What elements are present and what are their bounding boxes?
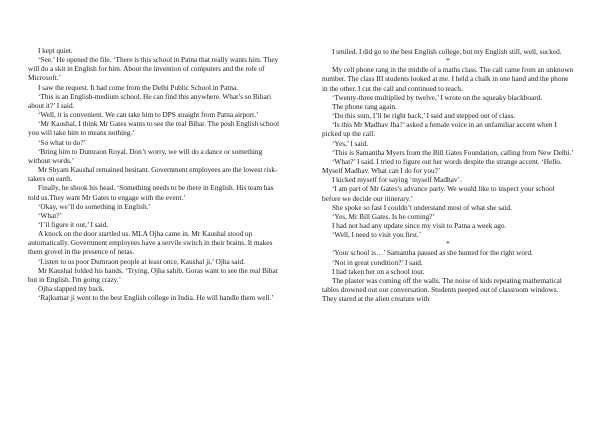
- paragraph: ‘Yes, Mr Bill Gates. Is he coming?’: [332, 211, 435, 221]
- paragraph: Finally, he shook his head. ‘Something needs to be there in English. His team has told us.They want Mr Gates to engage with the event.’: [28, 183, 274, 202]
- paragraph: ‘Okay, we’ll do something in English.’: [38, 201, 151, 211]
- paragraph: I kept quiet.: [38, 46, 73, 55]
- paragraph: ‘This is an English-medium school. He can find this anywhere. What’s so Bihari about it?’ I said.: [28, 91, 272, 110]
- paragraph: ‘Not in great condition?’ I said.: [332, 257, 423, 267]
- right-page: [322, 47, 574, 424]
- paragraph: ‘See.’ He opened the file. ‘There is this school in Patna that really wants him. They will do a skit in English for him. About the invention of computers and the role of Microsoft.’: [28, 55, 279, 83]
- paragraph: ‘This is Samantha Myers from the Bill Gates Foundation, calling from New Delhi.’: [332, 147, 574, 157]
- paragraph: ‘What?’: [38, 210, 62, 220]
- paragraph: The phone rang again.: [332, 101, 397, 111]
- paragraph: ‘Do this sum, I’ll be right back,’ I said and stepped out of class.: [332, 111, 516, 121]
- paragraph: ‘I’ll figure it out,’ I said.: [38, 219, 109, 229]
- paragraph: Mr Kaushal folded his hands. ‘Trying, Ojha sahib. Goras want to see the real Bihar but in English. I'm going crazy.’: [28, 265, 279, 284]
- paragraph: ‘I am part of Mr Gates’s advance party. We would like to inspect your school before we decide our itinerary.’: [322, 184, 555, 203]
- scene-break: *: [446, 239, 450, 249]
- paragraph: She spoke so fast I couldn’t understand most of what she said.: [332, 202, 512, 212]
- paragraph: ‘Well, it is convenient. We can take him to DPS straight from Patna airport.’: [38, 110, 259, 120]
- paragraph: ‘Listen to us poor Dumraon people at least once, Kaushal ji,’ Ojha said.: [38, 256, 245, 266]
- paragraph: The plaster was coming off the walls. The noise of kids repeating mathematical tables drowned out our conversation. Students peeped out of classroom windows. They stared at the alien creature with: [322, 275, 562, 304]
- paragraph: ‘Mr Kaushal, I think Mr Gates wants to see the real Bihar. The posh English school you will take him to means nothing.’: [28, 119, 280, 138]
- paragraph: ‘So what to do?’: [38, 137, 86, 147]
- paragraph: Ojha slapped my back.: [38, 284, 105, 294]
- paragraph: ‘Yes,’ I said.: [332, 138, 369, 148]
- paragraph: ‘Is this Mr Madhav Jha?’ asked a female voice in an unfamiliar accent when I picked up the call.: [322, 120, 557, 139]
- paragraph: ‘What?’ I said. I tried to figure out her words despite the strange accent. ‘Hello. Myself Madhav. What can I do for you?’: [322, 156, 562, 176]
- scene-break: *: [446, 56, 450, 66]
- paragraph: My cell phone rang in the middle of a maths class. The call came from an unknown number. The class III students looked at me. I held a chalk in one hand and the phone in the other. I cut the call and continued to teach.: [322, 65, 574, 93]
- paragraph: I saw the request. It had come from the Delhi Public School in Patna.: [38, 82, 239, 92]
- paragraph: A knock on the door startled us. MLA Ojha came in. Mr Kaushal stood up automatically. Government employees have a servile switch in their brains. It makes them grovel in the presence of netas.: [28, 229, 273, 257]
- paragraph: ‘Your school is…’ Samantha paused as she hunted for the right word.: [332, 248, 533, 258]
- paragraph: I had taken her on a school tour.: [332, 266, 425, 276]
- left-page: [28, 46, 280, 418]
- paragraph: I had not had any update since my visit to Patna a week ago.: [332, 220, 507, 230]
- paragraph: ‘Twenty-three multiplied by twelve,’ I wrote on the squeaky blackboard.: [332, 92, 543, 102]
- paragraph: I smiled. I did go to the best English college, but my English still, well, sucked.: [332, 47, 562, 56]
- paragraph: ‘Rajkumar ji went to the best English college in India. He will handle them well.’: [38, 293, 274, 303]
- paragraph: I kicked myself for saying ‘myself Madhav’.: [332, 175, 462, 185]
- paragraph: ‘Well, I need to visit you first.’: [332, 230, 422, 240]
- paragraph: Mr Shyam Kaushal remained hesitant. Government employees are the lowest risk-takers on earth.: [28, 165, 278, 184]
- paragraph: ‘Bring him to Dumraon Royal. Don’t worry, we will do a dance or something without words.’: [28, 146, 263, 165]
